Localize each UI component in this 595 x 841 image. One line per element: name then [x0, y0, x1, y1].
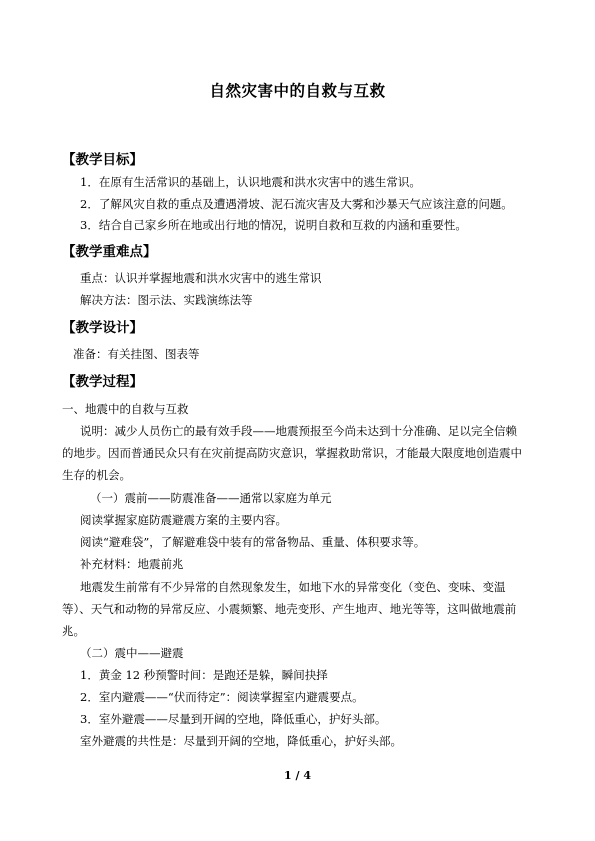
- heading-process: 【教学过程】: [62, 374, 143, 390]
- page-number: 1 / 4: [284, 769, 311, 782]
- document-title: 自然灾害中的自救与互救: [209, 81, 386, 100]
- before-quake-title: （一）震前——防震准备——通常以家庭为单元: [90, 491, 332, 505]
- heading-design: 【教学设计】: [62, 320, 143, 336]
- during-quake-title: （二）震中——避震: [80, 646, 184, 660]
- supplement-line-2: 等）、天气和动物的异常反应、小震频繁、地壳变形、产生地声、地光等等，这叫做地震前: [62, 602, 517, 616]
- design-preparation: 准备：有关挂图、图表等: [73, 347, 200, 361]
- process-part-one-title: 一、地震中的自救与互救: [62, 402, 189, 416]
- heading-key-points: 【教学重难点】: [62, 244, 157, 260]
- objective-item-2: 2．了解风灾自救的重点及遭遇滑坡、泥石流灾害及大雾和沙暴天气应该注意的问题。: [80, 197, 513, 211]
- key-point-focus: 重点：认识并掌握地震和洪水灾害中的逃生常识: [80, 271, 322, 285]
- supplement-title: 补充材料：地震前兆: [80, 557, 184, 571]
- during-quake-item-3: 3．室外避震——尽量到开阔的空地，降低重心，护好头部。: [80, 712, 387, 726]
- explanation-line-1: 说明：减少人员伤亡的最有效手段——地震预报至今尚未达到十分准确、足以完全信赖: [80, 424, 517, 438]
- supplement-line-1: 地震发生前常有不少异常的自然现象发生，如地下水的异常变化（变色、变味、变温: [80, 580, 506, 594]
- explanation-line-2: 的地步。因而普通民众只有在灾前提高防灾意识，掌握救助常识，才能最大限度地创造震中: [62, 446, 522, 460]
- during-quake-item-2: 2．室内避震——“伏而待定”：阅读掌握室内避震要点。: [80, 690, 364, 704]
- during-quake-item-1: 1．黄金 12 秒预警时间：是跑还是躲，瞬间抉择: [80, 668, 328, 682]
- objective-item-3: 3．结合自己家乡所在地或出行地的情况，说明自救和互救的内涵和重要性。: [80, 218, 467, 232]
- before-quake-reading-2: 阅读“避难袋”，了解避难袋中装有的常备物品、重量、体积要求等。: [80, 535, 426, 549]
- objective-item-1: 1．在原有生活常识的基础上，认识地震和洪水灾害中的逃生常识。: [80, 175, 421, 189]
- explanation-line-3: 生存的机会。: [62, 468, 131, 482]
- key-point-method: 解决方法：图示法、实践演练法等: [80, 293, 253, 307]
- before-quake-reading-1: 阅读掌握家庭防震避震方案的主要内容。: [80, 513, 287, 527]
- supplement-line-3: 兆。: [62, 624, 85, 638]
- heading-objectives: 【教学目标】: [62, 152, 143, 168]
- during-quake-summary: 室外避震的共性是：尽量到开阔的空地，降低重心，护好头部。: [80, 734, 402, 748]
